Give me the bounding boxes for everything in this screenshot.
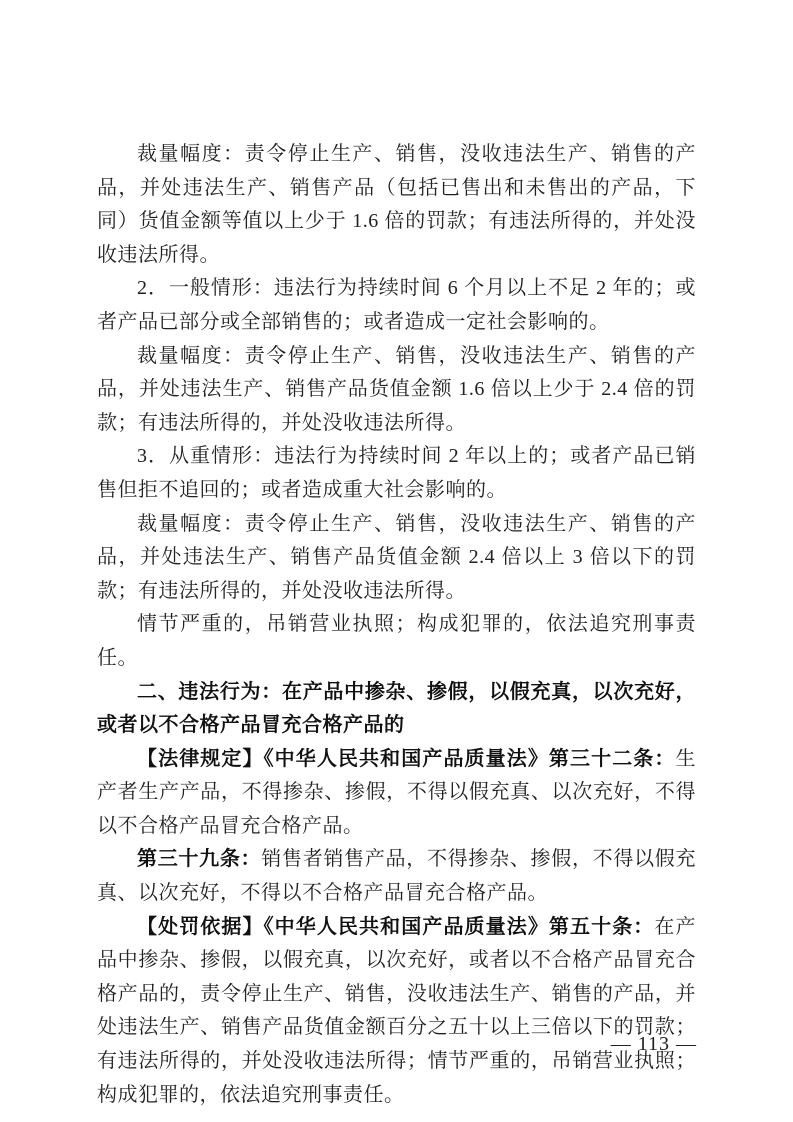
section-heading-violation-2 — [97, 676, 696, 743]
paragraph-aggravated-circumstance — [97, 440, 696, 507]
paragraph-penalty-basis-article-50 — [97, 911, 696, 1113]
page-number: — 113 — — [610, 1033, 697, 1055]
article-39-label: 第三十九条： — [137, 848, 262, 871]
paragraph-discretion-range-3 — [97, 508, 696, 609]
paragraph-text: 情节严重的，吊销营业执照；构成犯罪的，依法追究刑事责任。 — [97, 613, 696, 669]
paragraph-text: 3．从重情形：违法行为持续时间 2 年以上的；或者产品已销售但拒不追回的；或者造成重大社会影响的。 — [97, 445, 696, 501]
legal-provision-label: 【法律规定】《中华人民共和国产品质量法》第三十二条： — [137, 747, 676, 770]
paragraph-text: 生产者生产产品，不得掺杂、掺假，不得以假充真、以次充好，不得以不合格产品冒充合格产品。 — [97, 747, 696, 837]
paragraph-text: 裁量幅度：责令停止生产、销售，没收违法生产、销售的产品，并处违法生产、销售产品（包括已售出和未售出的产品，下同）货值金额等值以上少于 1.6 倍的罚款；有违法所得的，并处没收违法所得。 — [97, 143, 696, 266]
paragraph-text: 裁量幅度：责令停止生产、销售，没收违法生产、销售的产品，并处违法生产、销售产品货值金额 1.6 倍以上少于 2.4 倍的罚款；有违法所得的，并处没收违法所得。 — [97, 344, 696, 434]
paragraph-legal-provision-article-32 — [97, 743, 696, 844]
paragraph-text: 裁量幅度：责令停止生产、销售，没收违法生产、销售的产品，并处违法生产、销售产品货值金额 2.4 倍以上 3 倍以下的罚款；有违法所得的，并处没收违法所得。 — [97, 512, 696, 602]
document-body — [97, 138, 696, 1112]
paragraph-text: 在产品中掺杂、掺假，以假充真，以次充好，或者以不合格产品冒充合格产品的，责令停止生产、销售，没收违法生产、销售的产品，并处违法生产、销售产品货值金额百分之五十以上三倍以下的罚款；有违法所得的，并处没收违法所得；情节严重的，吊销营业执照；构成犯罪的，依法追究刑事责任。 — [97, 915, 697, 1106]
paragraph-serious-cases — [97, 608, 696, 675]
paragraph-text: 销售者销售产品，不得掺杂、掺假，不得以假充真、以次充好，不得以不合格产品冒充合格产品。 — [97, 848, 697, 905]
paragraph-discretion-range-2 — [97, 340, 696, 441]
paragraph-discretion-range-1 — [97, 138, 696, 272]
paragraph-general-circumstance — [97, 272, 696, 339]
penalty-basis-label: 【处罚依据】《中华人民共和国产品质量法》第五十条： — [137, 915, 655, 938]
paragraph-text: 2．一般情形：违法行为持续时间 6 个月以上不足 2 年的；或者产品已部分或全部销售的；或者造成一定社会影响的。 — [97, 277, 696, 333]
paragraph-article-39 — [97, 843, 696, 910]
section-heading-text: 二、违法行为：在产品中掺杂、掺假，以假充真，以次充好，或者以不合格产品冒充合格产品的 — [97, 680, 696, 737]
